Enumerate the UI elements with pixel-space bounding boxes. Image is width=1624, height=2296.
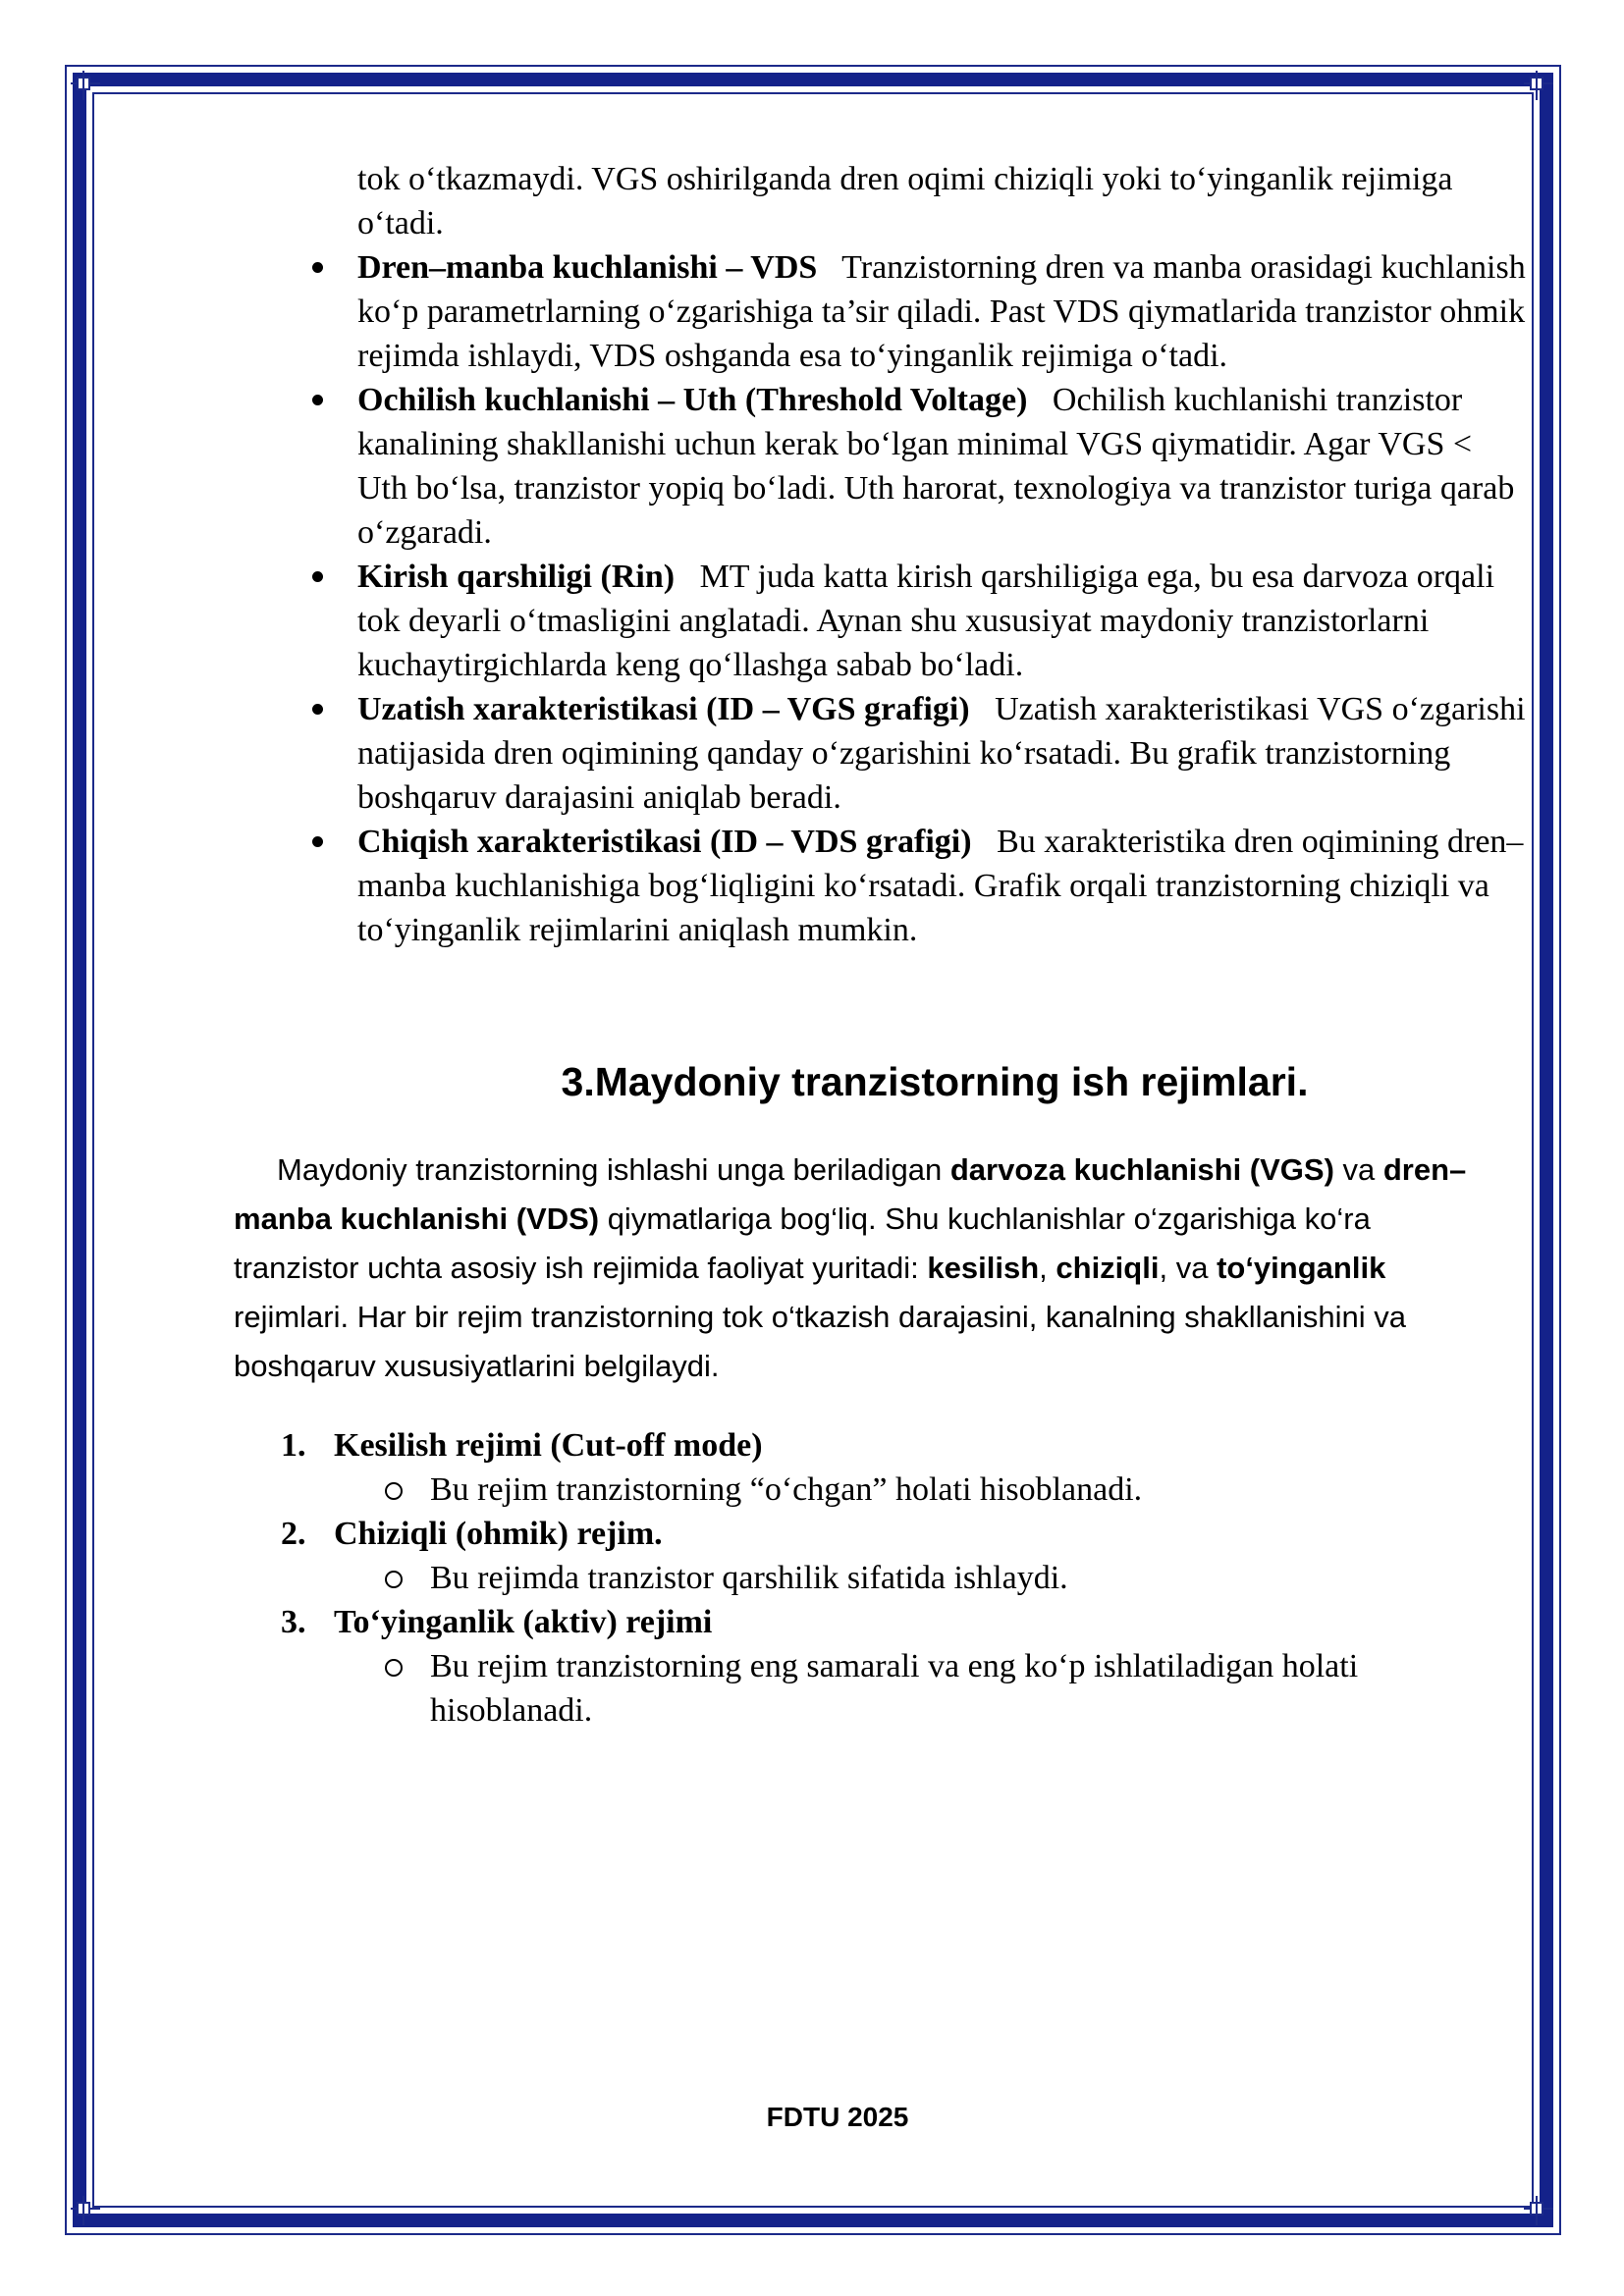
hollow-bullet-icon xyxy=(385,1571,403,1588)
hollow-bullet-icon xyxy=(385,1659,403,1677)
mode-description xyxy=(0,1556,1624,1600)
bullet-icon xyxy=(312,395,323,405)
mode-title: Kesilish rejimi (Cut-off mode) xyxy=(334,1427,763,1464)
page-footer: FDTU 2025 xyxy=(766,2102,909,2132)
intro-text: qiymatlariga bog‘liq. Shu kuchlanishlar o‘zgarishiga ko‘ra tranzistor uchta asosiy ish rejimida faoliyat yuritadi: xyxy=(234,1201,1371,1285)
list-item xyxy=(0,245,1624,378)
intro-text: , xyxy=(1039,1251,1056,1285)
parameter-list xyxy=(0,245,1624,952)
intro-text: , va xyxy=(1159,1251,1218,1285)
corner-ornament-bottom-left xyxy=(71,2196,100,2225)
intro-bold-term: to‘yinganlik xyxy=(1217,1251,1386,1285)
parameter-title: Dren–manba kuchlanishi – VDS xyxy=(357,249,818,286)
parameter-title: Ochilish kuchlanishi – Uth (Threshold Voltage) xyxy=(357,382,1028,418)
corner-ornament-top-right xyxy=(1524,71,1553,100)
corner-ornament-top-left xyxy=(71,71,100,100)
parameter-text: Ochilish kuchlanishi tranzistor kanalining shakllanishi uchun kerak bo‘lgan minimal VGS qiymatidir. Agar VGS < Uth bo‘lsa, tranzistor yopiq bo‘ladi. Uth harorat, texnologiya va tranzistor turiga qarab o‘zgaradi. xyxy=(357,382,1515,551)
mode-number: 2. xyxy=(281,1516,306,1552)
parameter-text: Tranzistorning dren va manba orasidagi kuchlanish ko‘p parametrlarning o‘zgarishiga ta’sir qiladi. Past VDS qiymatlarida tranzistor ohmik rejimda ishlaydi, VDS oshganda esa to‘yinganlik rejimiga o‘tadi. xyxy=(357,249,1526,374)
section-heading: 3.Maydoniy tranzistorning ish rejimlari. xyxy=(561,1059,1309,1104)
list-item xyxy=(0,1600,1624,1733)
list-item xyxy=(0,687,1624,820)
bullet-icon xyxy=(312,704,323,715)
mode-description-text: Bu rejim tranzistorning “o‘chgan” holati hisoblanadi. xyxy=(430,1471,1143,1508)
parameter-title: Chiqish xarakteristikasi (ID – VDS grafigi) xyxy=(357,824,972,860)
list-item xyxy=(0,820,1624,952)
intro-text: va xyxy=(1333,1152,1383,1187)
mode-title: Chiziqli (ohmik) rejim. xyxy=(334,1516,663,1552)
modes-list xyxy=(0,1423,1624,1733)
intro-bold-term: chiziqli xyxy=(1056,1251,1160,1285)
intro-bold-term: kesilish xyxy=(927,1251,1040,1285)
parameter-title: Uzatish xarakteristikasi (ID – VGS grafigi) xyxy=(357,691,970,727)
mode-description-text: Bu rejim tranzistorning eng samarali va eng ko‘p ishlatiladigan holati hisoblanadi. xyxy=(430,1648,1359,1729)
list-item xyxy=(0,555,1624,687)
intro-bold-term: darvoza kuchlanishi (VGS) xyxy=(949,1152,1334,1187)
parameter-text: MT juda katta kirish qarshiligiga ega, bu esa darvoza orqali tok deyarli o‘tmasligini anglatadi. Aynan shu xususiyat maydoniy tranzistorlarni kuchaytirgichlarda keng qo‘llashga sabab bo‘ladi. xyxy=(357,559,1495,683)
corner-ornament-bottom-right xyxy=(1524,2196,1553,2225)
bullet-icon xyxy=(312,836,323,847)
intro-text: rejimlari. Har bir rejim tranzistorning tok o‘tkazish darajasini, kanalning shakllanishini va boshqaruv xususiyatlarini belgilaydi. xyxy=(234,1300,1406,1383)
list-item xyxy=(0,1512,1624,1600)
mode-description xyxy=(0,1644,1624,1733)
mode-title: To‘yinganlik (aktiv) rejimi xyxy=(334,1604,713,1640)
parameter-text: Uzatish xarakteristikasi VGS o‘zgarishi natijasida dren oqimining qanday o‘zgarishini ko‘rsatadi. Bu grafik tranzistorning boshqaruv darajasini aniqlab beradi. xyxy=(357,691,1526,816)
mode-heading xyxy=(0,1512,1624,1556)
mode-description xyxy=(0,1468,1624,1512)
bullet-icon xyxy=(312,571,323,582)
parameter-title: Kirish qarshiligi (Rin) xyxy=(357,559,676,595)
hollow-bullet-icon xyxy=(385,1482,403,1500)
intro-bold-term: dren–manba kuchlanishi (VDS) xyxy=(234,1152,1467,1236)
bullet-icon xyxy=(312,262,323,273)
mode-description-text: Bu rejimda tranzistor qarshilik sifatida ishlaydi. xyxy=(430,1560,1068,1596)
intro-text: Maydoniy tranzistorning ishlashi unga beriladigan xyxy=(277,1152,950,1187)
parameter-text: Bu xarakteristika dren oqimining dren–manba kuchlanishiga bog‘liqligini ko‘rsatadi. Grafik orqali tranzistorning chiziqli va to‘yinganlik rejimlarini aniqlash mumkin. xyxy=(357,824,1524,948)
list-item xyxy=(0,378,1624,555)
continuation-text: tok o‘tkazmaydi. VGS oshirilganda dren oqimi chiziqli yoki to‘yinganlik rejimiga o‘tadi. xyxy=(357,161,1453,241)
mode-number: 1. xyxy=(281,1427,306,1464)
mode-heading xyxy=(0,1600,1624,1644)
mode-heading xyxy=(0,1423,1624,1468)
intro-paragraph xyxy=(234,1146,1490,1391)
list-item xyxy=(0,1423,1624,1512)
mode-number: 3. xyxy=(281,1604,306,1640)
